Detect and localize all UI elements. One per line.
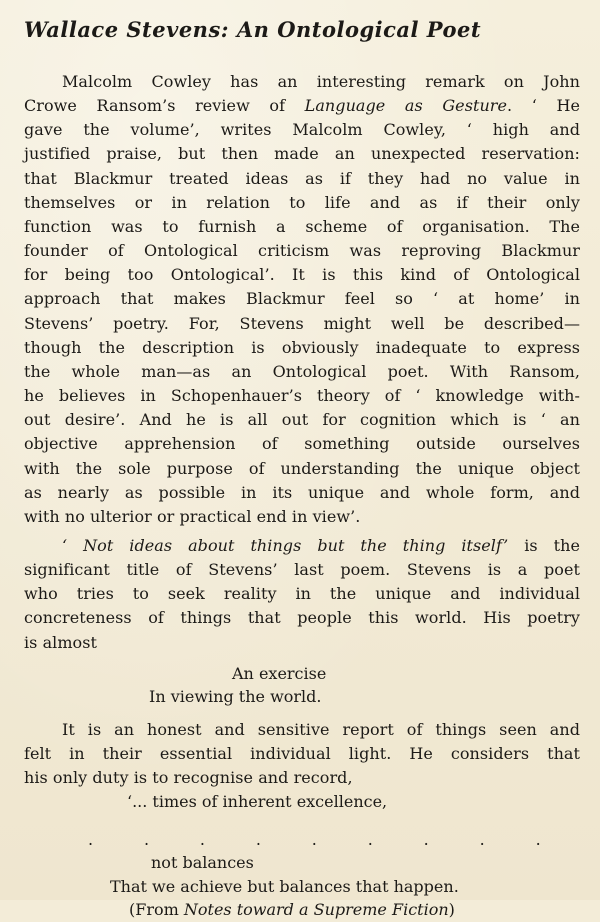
source-citation (24, 898, 580, 922)
text-line: approach that makes Blackmur feel so ‘ at home’ in (24, 289, 580, 309)
text-line: out desire’. And he is all out for cognition which is ‘ an (24, 410, 580, 430)
text-line: function was to furnish a scheme of organisation. The (24, 216, 580, 236)
text-line: Malcolm Cowley has an interesting remark on John (62, 72, 580, 91)
verse-line: ‘... times of inherent excellence, (127, 792, 388, 812)
text-line: though the description is obviously inadequate to express (24, 337, 580, 357)
verse-line: not balances (151, 853, 254, 873)
verse-line: That we achieve but balances that happen. (110, 876, 459, 896)
text-line: It is an honest and sensitive report of things seen and (62, 719, 580, 739)
text-line: with no ulterior or practical end in view’. (24, 506, 361, 526)
ellipsis-row: . . . . . . . . . (88, 829, 541, 849)
text-line: felt in their essential individual light. He considers that (24, 743, 580, 763)
paragraph-2 (24, 534, 580, 655)
book-title-italic: Language as Gesture (304, 96, 508, 116)
verse-line: In viewing the world. (149, 687, 322, 707)
text-fragment: (From (129, 900, 184, 920)
paragraph-3 (24, 718, 580, 790)
text-line-with-italic-title (24, 94, 580, 118)
text-line: founder of Ontological criticism was reproving Blackmur (24, 241, 580, 261)
text-fragment: Crowe Ransom’s review of (24, 96, 305, 116)
text-fragment: ) (448, 900, 455, 920)
poem-title-italic: ‘ Not ideas about things but the thing itself’ (62, 535, 509, 555)
text-line: themselves or in relation to life and as if their only (24, 192, 580, 212)
source-title-italic: Notes toward a Supreme Fiction (183, 900, 449, 920)
text-line: gave the volume’, writes Malcolm Cowley, ‘ high and (24, 120, 580, 140)
text-line: Stevens’ poetry. For, Stevens might well be described— (24, 313, 580, 333)
verse-quote-2 (24, 790, 580, 922)
text-line: his only duty is to recognise and record, (24, 768, 353, 788)
text-line-with-italic-title (24, 534, 580, 558)
page-title: Wallace Stevens: An Ontological Poet (24, 17, 482, 42)
text-line: that Blackmur treated ideas as if they had no value in (24, 168, 580, 188)
text-line: objective apprehension of something outside ourselves (24, 434, 580, 454)
text-line: is almost (24, 632, 97, 652)
verse-quote-1 (24, 662, 580, 709)
text-line: as nearly as possible in its unique and whole form, and (24, 482, 580, 502)
text-line: the whole man—as an Ontological poet. With Ransom, (24, 361, 580, 381)
text-line: significant title of Stevens’ last poem. Stevens is a poet (24, 560, 580, 580)
text-fragment: is the (508, 535, 580, 555)
paragraph-1 (24, 70, 580, 529)
text-line: justified praise, but then made an unexpected reservation: (24, 144, 580, 164)
verse-line: An exercise (232, 663, 327, 683)
text-line: with the sole purpose of understanding the unique object (24, 458, 580, 478)
text-fragment: . ‘ He (507, 96, 580, 116)
text-line: concreteness of things that people this world. His poetry (24, 608, 580, 628)
text-line: for being too Ontological’. It is this kind of Ontological (24, 265, 580, 285)
text-line: he believes in Schopenhauer’s theory of ‘ knowledge with- (24, 386, 580, 406)
text-line: who tries to seek reality in the unique and individual (24, 584, 580, 604)
